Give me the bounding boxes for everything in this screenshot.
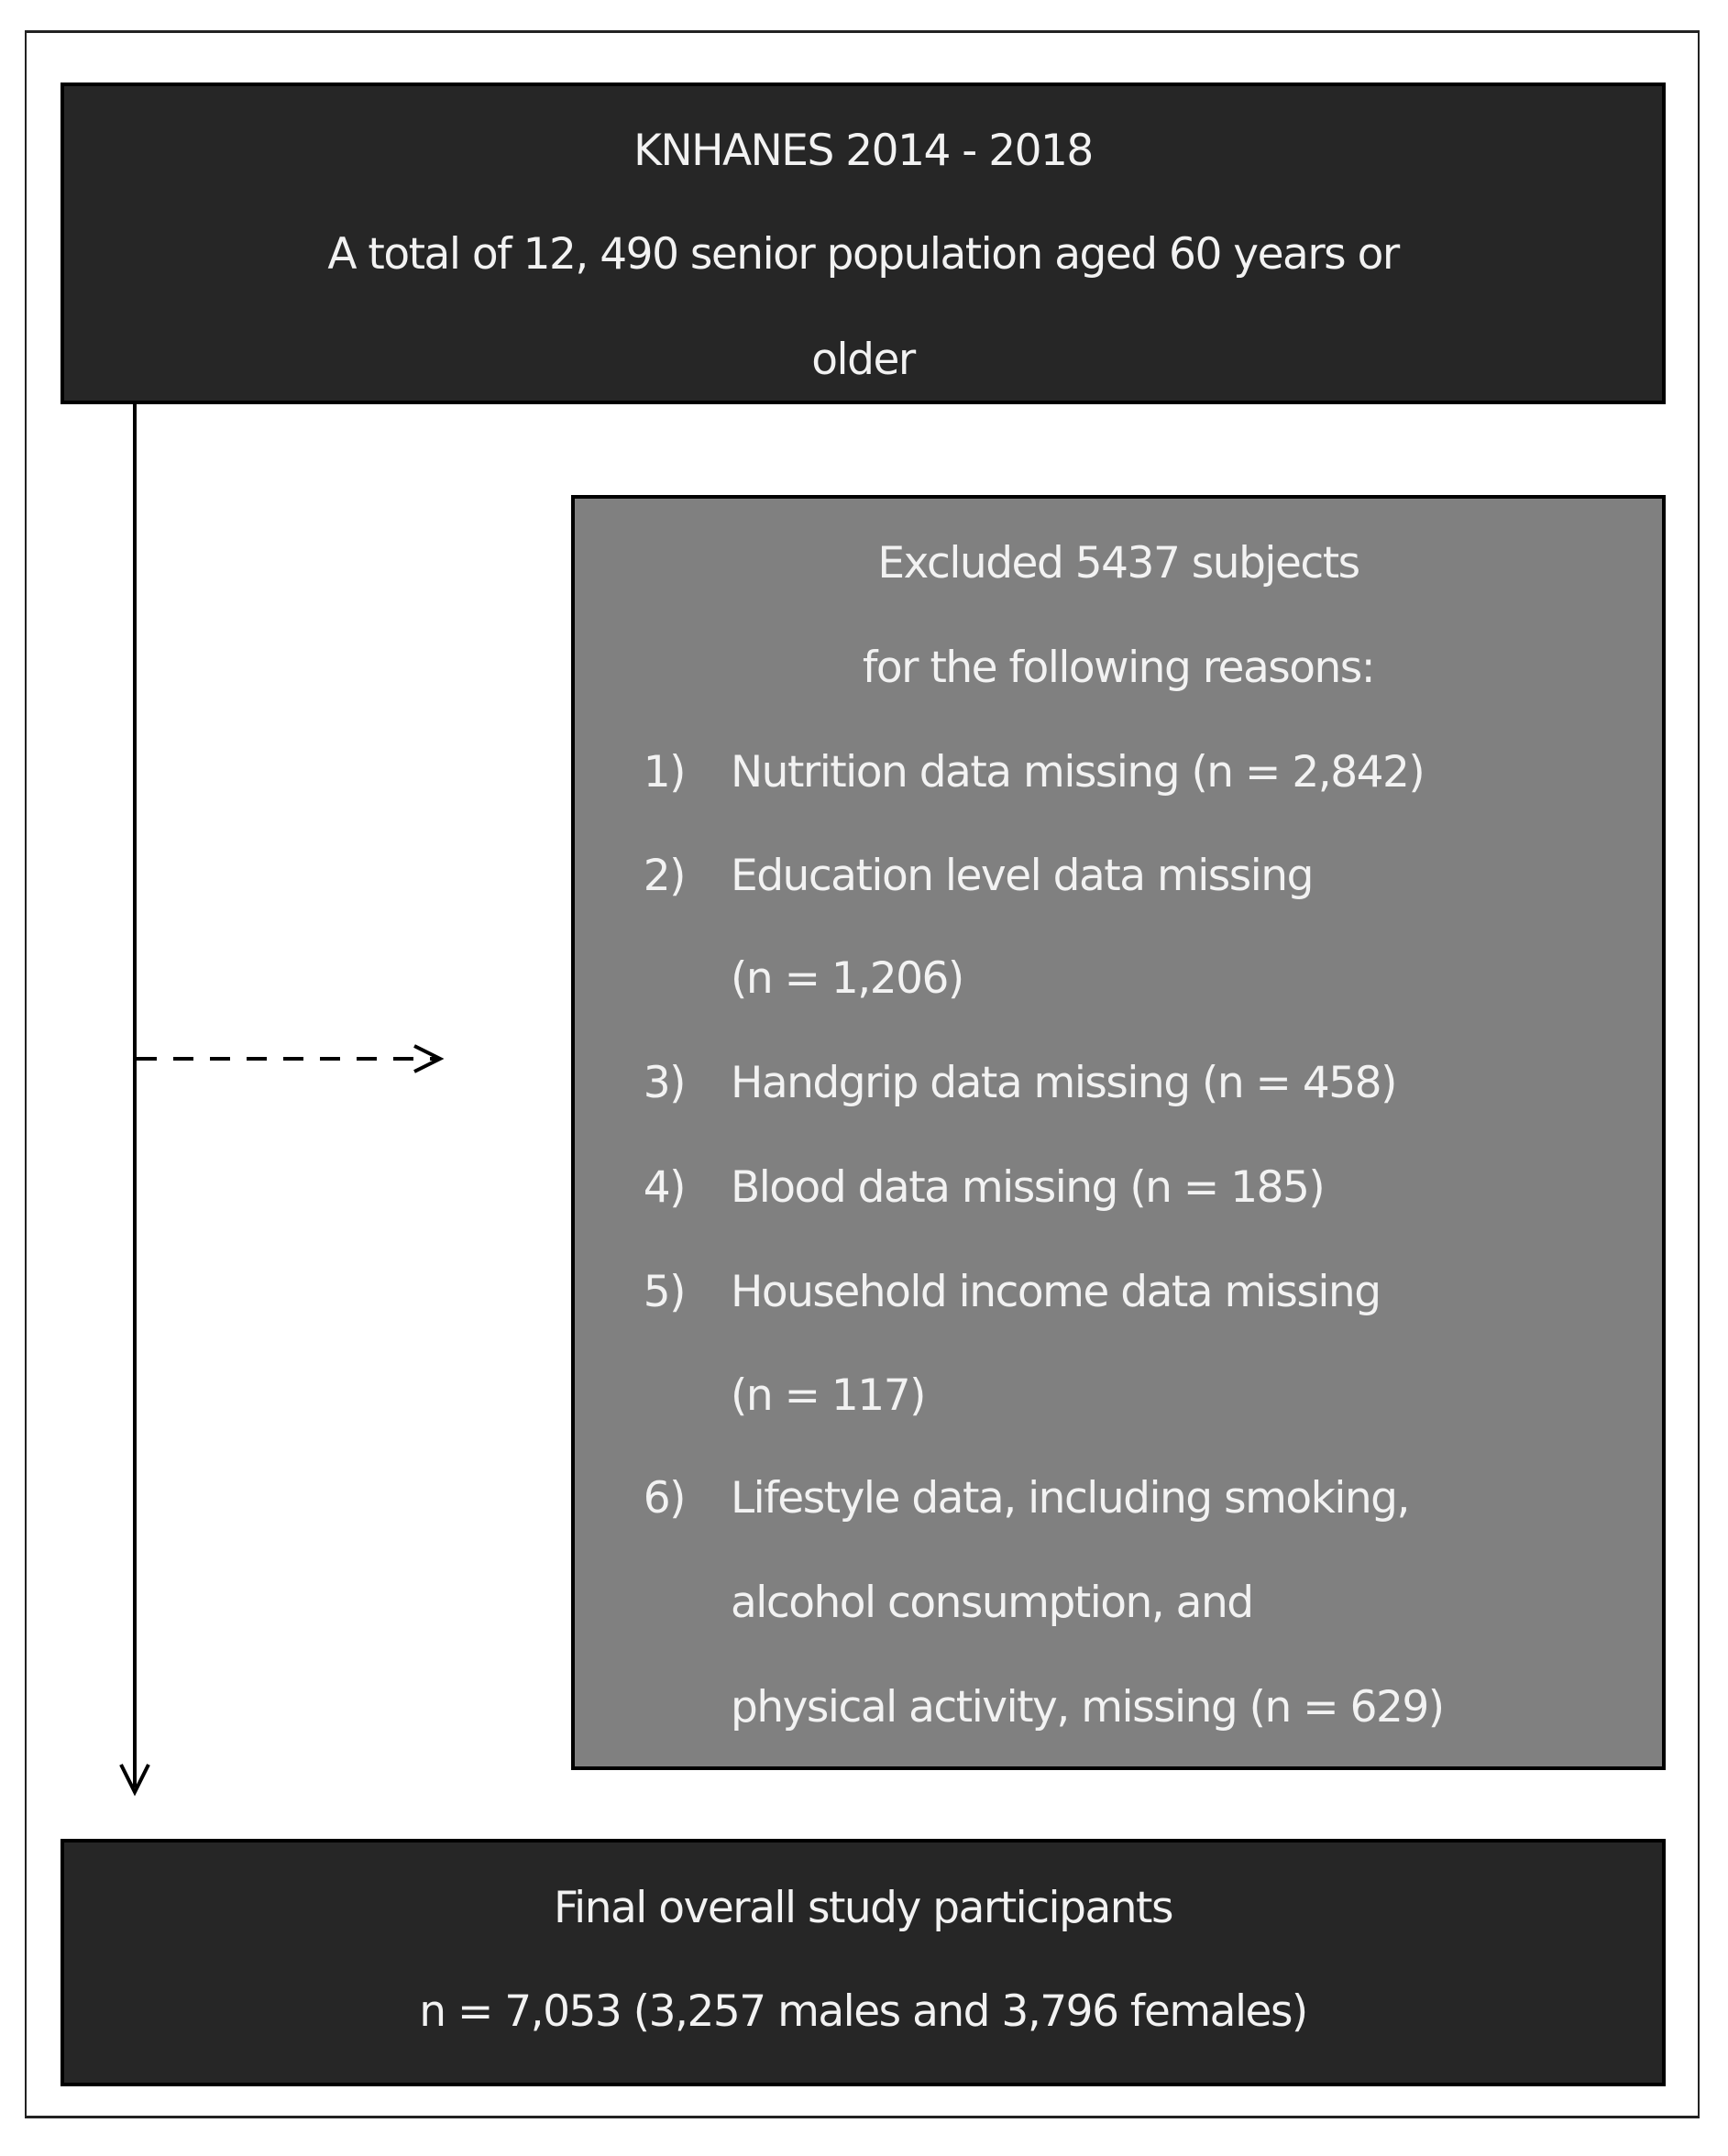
final-count: n = 7,053 (3,257 males and 3,796 females) [419,1986,1307,2037]
reason-text: Nutrition data missing (n = 2,842) [731,747,1425,798]
source-title: KNHANES 2014 - 2018 [633,126,1093,176]
right-arrow-icon [414,1046,440,1072]
reason-text: Household income data missing [731,1267,1381,1317]
reason-number: 2) [643,851,685,901]
source-description-line2: older [811,335,915,385]
reason-number: 4) [643,1162,685,1213]
reason-number: 6) [643,1473,685,1524]
reason-text: physical activity, missing (n = 629) [731,1682,1444,1732]
reason-number: 1) [643,747,685,798]
reason-text: Lifestyle data, including smoking, [731,1473,1409,1524]
reason-text: Blood data missing (n = 185) [731,1162,1325,1213]
reason-text: (n = 117) [731,1370,925,1421]
exclusion-subheading: for the following reasons: [862,643,1375,693]
reason-text: alcohol consumption, and [731,1578,1253,1628]
reason-text: Handgrip data missing (n = 458) [731,1058,1396,1108]
reason-number: 3) [643,1058,685,1108]
exclusion-heading: Excluded 5437 subjects [877,538,1359,588]
final-title: Final overall study participants [554,1883,1172,1933]
source-description-line1: A total of 12, 490 senior population aged 60 years or [327,229,1399,280]
reason-number: 5) [643,1267,685,1317]
reason-text: (n = 1,206) [731,953,963,1004]
reason-text: Education level data missing [731,851,1313,901]
